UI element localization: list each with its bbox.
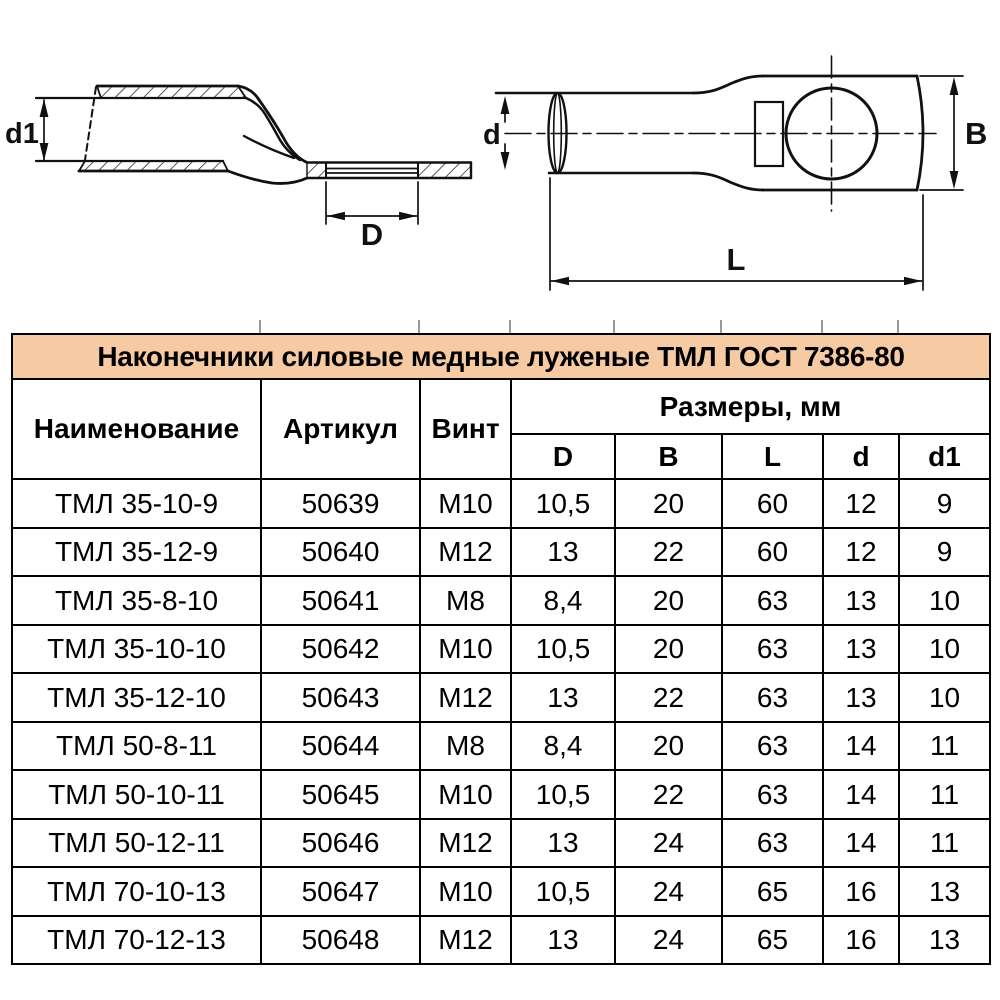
top-view-drawing bbox=[483, 56, 987, 290]
cell-d: 14 bbox=[823, 819, 899, 868]
cell-d1: 9 bbox=[899, 528, 990, 577]
cell-article: 50645 bbox=[261, 770, 420, 819]
cell-screw: М10 bbox=[420, 625, 511, 674]
cell-B: 20 bbox=[615, 576, 722, 625]
cell-name: ТМЛ 35-12-10 bbox=[12, 673, 261, 722]
grid-tick-marks bbox=[260, 320, 898, 333]
cell-screw: М10 bbox=[420, 867, 511, 916]
cell-L: 63 bbox=[722, 673, 823, 722]
cell-article: 50643 bbox=[261, 673, 420, 722]
cell-B: 24 bbox=[615, 867, 722, 916]
cell-article: 50648 bbox=[261, 916, 420, 965]
cell-name: ТМЛ 35-8-10 bbox=[12, 576, 261, 625]
col-header-sizes-group: Размеры, мм bbox=[511, 379, 990, 434]
cell-d1: 11 bbox=[899, 770, 990, 819]
side-view-drawing bbox=[5, 86, 471, 252]
col-header-d1: d1 bbox=[899, 434, 990, 479]
table-row bbox=[12, 867, 990, 916]
cell-article: 50647 bbox=[261, 867, 420, 916]
palm-right-section bbox=[418, 163, 471, 179]
table-row bbox=[12, 479, 990, 528]
cell-d: 12 bbox=[823, 528, 899, 577]
cell-B: 22 bbox=[615, 673, 722, 722]
cell-name: ТМЛ 50-12-11 bbox=[12, 819, 261, 868]
cell-name: ТМЛ 35-10-10 bbox=[12, 625, 261, 674]
title-row bbox=[12, 334, 990, 379]
cell-B: 22 bbox=[615, 770, 722, 819]
table-row bbox=[12, 673, 990, 722]
page-title: Наконечники силовые медные луженые ТМЛ ГОСТ 7386-80 bbox=[12, 334, 990, 379]
cell-D: 10,5 bbox=[511, 479, 615, 528]
cell-D: 8,4 bbox=[511, 576, 615, 625]
palm-left-section bbox=[307, 163, 326, 179]
cell-d1: 9 bbox=[899, 479, 990, 528]
lug-neck-bottom-curve bbox=[228, 171, 307, 183]
table-row bbox=[12, 819, 990, 868]
col-header-screw: Винт bbox=[420, 379, 511, 479]
cell-d: 16 bbox=[823, 916, 899, 965]
cell-d1: 11 bbox=[899, 722, 990, 771]
cell-article: 50642 bbox=[261, 625, 420, 674]
cell-D: 10,5 bbox=[511, 625, 615, 674]
cell-d: 14 bbox=[823, 722, 899, 771]
cell-name: ТМЛ 35-10-9 bbox=[12, 479, 261, 528]
cell-d1: 13 bbox=[899, 916, 990, 965]
cell-D: 13 bbox=[511, 673, 615, 722]
cell-D: 10,5 bbox=[511, 770, 615, 819]
cell-article: 50644 bbox=[261, 722, 420, 771]
cell-L: 65 bbox=[722, 916, 823, 965]
cell-d1: 11 bbox=[899, 819, 990, 868]
cell-L: 65 bbox=[722, 867, 823, 916]
cell-screw: М10 bbox=[420, 479, 511, 528]
col-header-L: L bbox=[722, 434, 823, 479]
cell-d1: 10 bbox=[899, 625, 990, 674]
cell-d1: 10 bbox=[899, 673, 990, 722]
cell-article: 50641 bbox=[261, 576, 420, 625]
table-row bbox=[12, 916, 990, 965]
cell-name: ТМЛ 50-10-11 bbox=[12, 770, 261, 819]
cell-screw: М8 bbox=[420, 576, 511, 625]
cell-D: 10,5 bbox=[511, 867, 615, 916]
cell-d1: 10 bbox=[899, 576, 990, 625]
table-row bbox=[12, 770, 990, 819]
cell-L: 63 bbox=[722, 722, 823, 771]
cell-D: 13 bbox=[511, 916, 615, 965]
cell-name: ТМЛ 50-8-11 bbox=[12, 722, 261, 771]
dim-label-L: L bbox=[726, 242, 746, 277]
cell-B: 24 bbox=[615, 819, 722, 868]
cell-screw: М12 bbox=[420, 528, 511, 577]
cell-article: 50640 bbox=[261, 528, 420, 577]
table-row bbox=[12, 576, 990, 625]
cell-L: 60 bbox=[722, 479, 823, 528]
cell-L: 63 bbox=[722, 819, 823, 868]
cell-screw: М10 bbox=[420, 770, 511, 819]
cell-d: 16 bbox=[823, 867, 899, 916]
cell-B: 20 bbox=[615, 722, 722, 771]
spec-table bbox=[11, 333, 991, 965]
cell-D: 8,4 bbox=[511, 722, 615, 771]
cell-B: 22 bbox=[615, 528, 722, 577]
cell-B: 20 bbox=[615, 625, 722, 674]
col-header-D: D bbox=[511, 434, 615, 479]
col-header-name: Наименование bbox=[12, 379, 261, 479]
cell-d: 13 bbox=[823, 625, 899, 674]
technical-drawing bbox=[0, 0, 1000, 333]
dim-label-D: D bbox=[360, 217, 384, 252]
cell-d: 14 bbox=[823, 770, 899, 819]
dim-label-B: B bbox=[965, 116, 988, 151]
cell-screw: М8 bbox=[420, 722, 511, 771]
cell-L: 60 bbox=[722, 528, 823, 577]
cell-screw: М12 bbox=[420, 673, 511, 722]
cell-D: 13 bbox=[511, 819, 615, 868]
dim-label-d1: d1 bbox=[5, 118, 39, 150]
cell-name: ТМЛ 35-12-9 bbox=[12, 528, 261, 577]
cell-d: 13 bbox=[823, 576, 899, 625]
barrel-bottom-wall bbox=[79, 161, 228, 171]
cell-D: 13 bbox=[511, 528, 615, 577]
col-header-B: B bbox=[615, 434, 722, 479]
cell-L: 63 bbox=[722, 576, 823, 625]
cell-B: 20 bbox=[615, 479, 722, 528]
cell-article: 50639 bbox=[261, 479, 420, 528]
dimension-d1 bbox=[40, 99, 49, 161]
cell-name: ТМЛ 70-10-13 bbox=[12, 867, 261, 916]
table-row bbox=[12, 722, 990, 771]
cell-name: ТМЛ 70-12-13 bbox=[12, 916, 261, 965]
col-header-article: Артикул bbox=[261, 379, 420, 479]
cell-screw: М12 bbox=[420, 916, 511, 965]
cell-d1: 13 bbox=[899, 867, 990, 916]
barrel-top-wall bbox=[97, 86, 246, 98]
cell-screw: М12 bbox=[420, 819, 511, 868]
cell-article: 50646 bbox=[261, 819, 420, 868]
cell-d: 12 bbox=[823, 479, 899, 528]
cell-B: 24 bbox=[615, 916, 722, 965]
col-header-d: d bbox=[823, 434, 899, 479]
table-row bbox=[12, 625, 990, 674]
cell-L: 63 bbox=[722, 625, 823, 674]
cell-d: 13 bbox=[823, 673, 899, 722]
header-row-1 bbox=[12, 379, 990, 434]
dim-label-d: d bbox=[483, 119, 501, 151]
table-row bbox=[12, 528, 990, 577]
cell-L: 63 bbox=[722, 770, 823, 819]
